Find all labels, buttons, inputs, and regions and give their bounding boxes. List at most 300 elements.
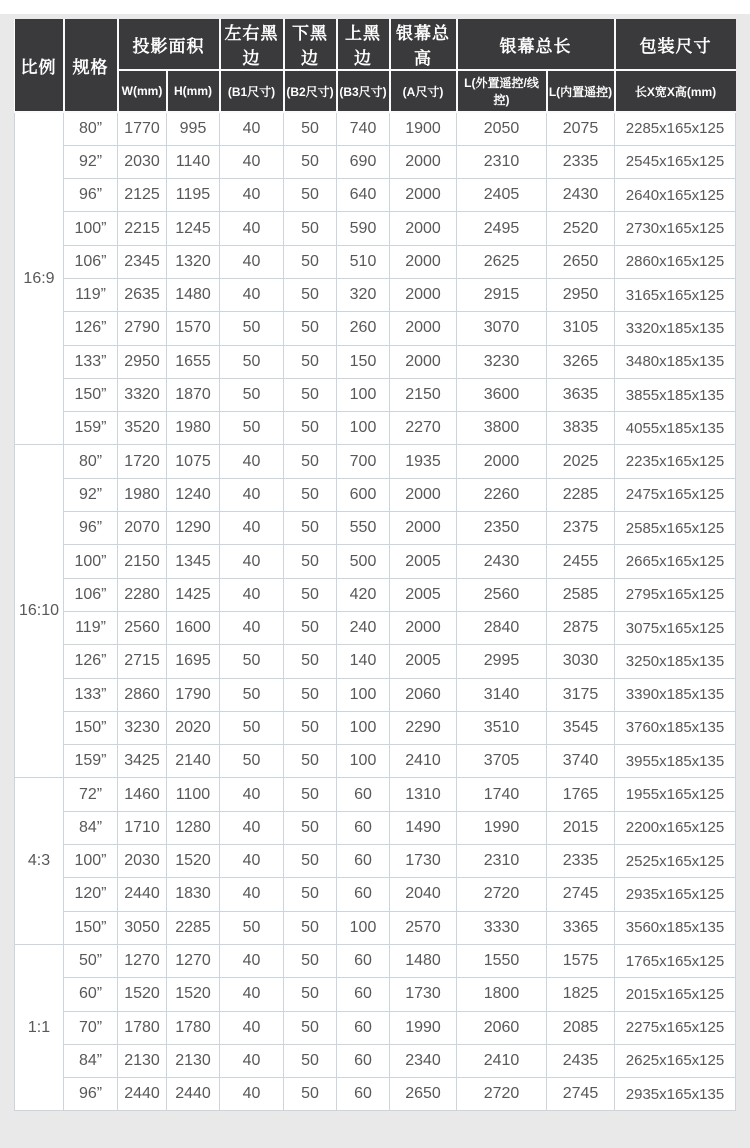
l-ext-cell: 3600 (457, 378, 547, 411)
table-row (15, 312, 736, 345)
w-cell: 3050 (118, 911, 167, 944)
b1-cell: 40 (220, 245, 284, 278)
l-int-cell: 2745 (547, 878, 615, 911)
spec-cell: 133” (64, 678, 118, 711)
table-row (15, 745, 736, 778)
spec-cell: 150” (64, 378, 118, 411)
w-cell: 2790 (118, 312, 167, 345)
l-ext-cell: 2410 (457, 1044, 547, 1077)
a-cell: 2290 (390, 711, 457, 744)
a-cell: 2000 (390, 245, 457, 278)
b2-cell: 50 (284, 1011, 337, 1044)
l-ext-cell: 3230 (457, 345, 547, 378)
h-cell: 2285 (167, 911, 220, 944)
pkg-cell: 3955x185x135 (615, 745, 736, 778)
b2-cell: 50 (284, 745, 337, 778)
h-cell: 1480 (167, 278, 220, 311)
a-cell: 1490 (390, 811, 457, 844)
l-ext-cell: 2060 (457, 1011, 547, 1044)
spec-cell: 92” (64, 145, 118, 178)
pkg-cell: 3480x185x135 (615, 345, 736, 378)
l-ext-cell: 2350 (457, 512, 547, 545)
a-cell: 1730 (390, 978, 457, 1011)
b3-cell: 740 (337, 112, 390, 145)
spec-cell: 150” (64, 911, 118, 944)
a-cell: 2340 (390, 1044, 457, 1077)
w-cell: 2440 (118, 878, 167, 911)
b1-cell: 40 (220, 179, 284, 212)
b3-cell: 60 (337, 811, 390, 844)
h-cell: 2140 (167, 745, 220, 778)
b1-cell: 40 (220, 778, 284, 811)
b1-cell: 40 (220, 944, 284, 977)
spec-cell: 159” (64, 412, 118, 445)
l-int-cell: 2335 (547, 145, 615, 178)
table-row (15, 478, 736, 511)
pkg-cell: 2285x165x125 (615, 112, 736, 145)
w-cell: 2950 (118, 345, 167, 378)
l-ext-cell: 2720 (457, 878, 547, 911)
l-ext-cell: 2050 (457, 112, 547, 145)
a-cell: 2000 (390, 278, 457, 311)
h-cell: 1780 (167, 1011, 220, 1044)
a-cell: 2060 (390, 678, 457, 711)
w-cell: 2440 (118, 1078, 167, 1111)
l-int-cell: 3030 (547, 645, 615, 678)
pkg-cell: 2200x165x125 (615, 811, 736, 844)
b1-cell: 40 (220, 1044, 284, 1077)
h-cell: 1695 (167, 645, 220, 678)
table-row (15, 445, 736, 478)
w-cell: 2635 (118, 278, 167, 311)
spec-cell: 100” (64, 845, 118, 878)
spec-cell: 50” (64, 944, 118, 977)
spec-cell: 106” (64, 578, 118, 611)
pkg-cell: 2525x165x125 (615, 845, 736, 878)
spec-cell: 159” (64, 745, 118, 778)
a-cell: 2000 (390, 512, 457, 545)
a-cell: 2040 (390, 878, 457, 911)
pkg-cell: 2795x165x125 (615, 578, 736, 611)
b1-cell: 40 (220, 845, 284, 878)
h-cell: 1655 (167, 345, 220, 378)
l-ext-cell: 2720 (457, 1078, 547, 1111)
h-cell: 995 (167, 112, 220, 145)
l-int-cell: 3365 (547, 911, 615, 944)
b2-cell: 50 (284, 278, 337, 311)
l-ext-cell: 2840 (457, 611, 547, 644)
table-row (15, 1011, 736, 1044)
l-ext-cell: 2310 (457, 845, 547, 878)
spec-table-body (15, 112, 736, 1111)
l-ext-cell: 3070 (457, 312, 547, 345)
w-cell: 1460 (118, 778, 167, 811)
l-int-cell: 2430 (547, 179, 615, 212)
b1-cell: 40 (220, 545, 284, 578)
ratio-cell: 1:1 (15, 944, 64, 1110)
h-cell: 1345 (167, 545, 220, 578)
table-row (15, 1044, 736, 1077)
l-ext-cell: 1550 (457, 944, 547, 977)
pkg-cell: 4055x185x135 (615, 412, 736, 445)
b2-cell: 50 (284, 845, 337, 878)
table-row (15, 1078, 736, 1111)
top-strip (0, 0, 750, 14)
b3-cell: 100 (337, 378, 390, 411)
h-cell: 1790 (167, 678, 220, 711)
l-ext-cell: 2430 (457, 545, 547, 578)
b2-cell: 50 (284, 512, 337, 545)
w-cell: 2130 (118, 1044, 167, 1077)
pkg-cell: 2235x165x125 (615, 445, 736, 478)
b1-cell: 50 (220, 645, 284, 678)
table-row (15, 611, 736, 644)
b2-cell: 50 (284, 212, 337, 245)
b3-cell: 60 (337, 1044, 390, 1077)
l-int-cell: 1825 (547, 978, 615, 1011)
b3-cell: 100 (337, 412, 390, 445)
b3-cell: 60 (337, 878, 390, 911)
spec-cell: 84” (64, 811, 118, 844)
b2-cell: 50 (284, 478, 337, 511)
l-ext-cell: 3330 (457, 911, 547, 944)
table-row (15, 678, 736, 711)
subheader-package-dimensions: 长X宽X高(mm) (615, 70, 736, 112)
a-cell: 1900 (390, 112, 457, 145)
pkg-cell: 3390x185x135 (615, 678, 736, 711)
b1-cell: 50 (220, 678, 284, 711)
pkg-cell: 2665x165x125 (615, 545, 736, 578)
l-int-cell: 2435 (547, 1044, 615, 1077)
table-row (15, 112, 736, 145)
l-ext-cell: 1740 (457, 778, 547, 811)
header-ratio: 比例 (15, 19, 64, 112)
b2-cell: 50 (284, 578, 337, 611)
a-cell: 1730 (390, 845, 457, 878)
a-cell: 2000 (390, 312, 457, 345)
b2-cell: 50 (284, 978, 337, 1011)
header-screen-total-length: 银幕总长 (457, 19, 615, 70)
spec-cell: 100” (64, 212, 118, 245)
l-ext-cell: 2310 (457, 145, 547, 178)
w-cell: 2560 (118, 611, 167, 644)
a-cell: 1990 (390, 1011, 457, 1044)
l-int-cell: 2085 (547, 1011, 615, 1044)
b2-cell: 50 (284, 778, 337, 811)
b1-cell: 50 (220, 745, 284, 778)
b2-cell: 50 (284, 245, 337, 278)
l-int-cell: 3635 (547, 378, 615, 411)
subheader-h: H(mm) (167, 70, 220, 112)
b3-cell: 420 (337, 578, 390, 611)
pkg-cell: 2860x165x125 (615, 245, 736, 278)
pkg-cell: 2935x165x135 (615, 1078, 736, 1111)
h-cell: 1270 (167, 944, 220, 977)
b1-cell: 40 (220, 978, 284, 1011)
l-int-cell: 2950 (547, 278, 615, 311)
l-int-cell: 3105 (547, 312, 615, 345)
h-cell: 1280 (167, 811, 220, 844)
h-cell: 1100 (167, 778, 220, 811)
a-cell: 2000 (390, 145, 457, 178)
spec-cell: 106” (64, 245, 118, 278)
b2-cell: 50 (284, 944, 337, 977)
b1-cell: 50 (220, 412, 284, 445)
h-cell: 1425 (167, 578, 220, 611)
ratio-cell: 4:3 (15, 778, 64, 944)
a-cell: 2150 (390, 378, 457, 411)
b3-cell: 100 (337, 678, 390, 711)
w-cell: 2215 (118, 212, 167, 245)
w-cell: 1780 (118, 1011, 167, 1044)
b1-cell: 40 (220, 611, 284, 644)
l-ext-cell: 2495 (457, 212, 547, 245)
b3-cell: 690 (337, 145, 390, 178)
subheader-b3: (B3尺寸) (337, 70, 390, 112)
table-row (15, 911, 736, 944)
b2-cell: 50 (284, 412, 337, 445)
subheader-w: W(mm) (118, 70, 167, 112)
b2-cell: 50 (284, 645, 337, 678)
l-int-cell: 2585 (547, 578, 615, 611)
b3-cell: 100 (337, 711, 390, 744)
b2-cell: 50 (284, 179, 337, 212)
w-cell: 2715 (118, 645, 167, 678)
b3-cell: 140 (337, 645, 390, 678)
b3-cell: 510 (337, 245, 390, 278)
pkg-cell: 3320x185x135 (615, 312, 736, 345)
spec-cell: 96” (64, 179, 118, 212)
l-ext-cell: 3705 (457, 745, 547, 778)
b1-cell: 50 (220, 711, 284, 744)
b1-cell: 50 (220, 378, 284, 411)
b3-cell: 60 (337, 1011, 390, 1044)
w-cell: 1270 (118, 944, 167, 977)
l-int-cell: 2335 (547, 845, 615, 878)
l-ext-cell: 2625 (457, 245, 547, 278)
b3-cell: 600 (337, 478, 390, 511)
pkg-cell: 3855x185x135 (615, 378, 736, 411)
spec-cell: 119” (64, 611, 118, 644)
table-row (15, 878, 736, 911)
a-cell: 1310 (390, 778, 457, 811)
subheader-b1: (B1尺寸) (220, 70, 284, 112)
b1-cell: 40 (220, 278, 284, 311)
pkg-cell: 3250x185x135 (615, 645, 736, 678)
b3-cell: 150 (337, 345, 390, 378)
b3-cell: 550 (337, 512, 390, 545)
h-cell: 1830 (167, 878, 220, 911)
l-int-cell: 1575 (547, 944, 615, 977)
table-row (15, 412, 736, 445)
pkg-cell: 2545x165x125 (615, 145, 736, 178)
b2-cell: 50 (284, 378, 337, 411)
l-ext-cell: 1990 (457, 811, 547, 844)
b3-cell: 260 (337, 312, 390, 345)
pkg-cell: 2935x165x125 (615, 878, 736, 911)
b2-cell: 50 (284, 711, 337, 744)
spec-cell: 80” (64, 445, 118, 478)
table-row (15, 645, 736, 678)
w-cell: 2860 (118, 678, 167, 711)
pkg-cell: 1765x165x125 (615, 944, 736, 977)
spec-table (14, 19, 736, 1111)
header-package-size: 包装尺寸 (615, 19, 736, 70)
spec-cell: 84” (64, 1044, 118, 1077)
h-cell: 2020 (167, 711, 220, 744)
table-row (15, 778, 736, 811)
b2-cell: 50 (284, 345, 337, 378)
l-int-cell: 3545 (547, 711, 615, 744)
l-ext-cell: 3510 (457, 711, 547, 744)
table-row (15, 545, 736, 578)
header-top-black-edge: 上黑边 (337, 19, 390, 70)
b3-cell: 100 (337, 745, 390, 778)
h-cell: 1320 (167, 245, 220, 278)
ratio-cell: 16:10 (15, 445, 64, 778)
w-cell: 3425 (118, 745, 167, 778)
h-cell: 2440 (167, 1078, 220, 1111)
b3-cell: 240 (337, 611, 390, 644)
h-cell: 1195 (167, 179, 220, 212)
b2-cell: 50 (284, 545, 337, 578)
a-cell: 2410 (390, 745, 457, 778)
b3-cell: 60 (337, 1078, 390, 1111)
l-int-cell: 2520 (547, 212, 615, 245)
pkg-cell: 1955x165x125 (615, 778, 736, 811)
l-int-cell: 2455 (547, 545, 615, 578)
a-cell: 2000 (390, 212, 457, 245)
subheader-l-external-remote: L(外置遥控/线控) (457, 70, 547, 112)
b1-cell: 50 (220, 312, 284, 345)
table-row (15, 512, 736, 545)
a-cell: 2000 (390, 478, 457, 511)
b3-cell: 700 (337, 445, 390, 478)
a-cell: 2000 (390, 345, 457, 378)
a-cell: 2570 (390, 911, 457, 944)
b1-cell: 50 (220, 345, 284, 378)
pkg-cell: 3165x165x125 (615, 278, 736, 311)
b1-cell: 40 (220, 478, 284, 511)
table-row (15, 944, 736, 977)
l-int-cell: 2745 (547, 1078, 615, 1111)
w-cell: 2150 (118, 545, 167, 578)
b3-cell: 100 (337, 911, 390, 944)
table-row (15, 278, 736, 311)
table-row (15, 845, 736, 878)
w-cell: 2030 (118, 845, 167, 878)
h-cell: 1980 (167, 412, 220, 445)
a-cell: 2005 (390, 545, 457, 578)
l-ext-cell: 2405 (457, 179, 547, 212)
pkg-cell: 3760x185x135 (615, 711, 736, 744)
w-cell: 2125 (118, 179, 167, 212)
subheader-l-internal-remote: L(内置遥控) (547, 70, 615, 112)
b2-cell: 50 (284, 145, 337, 178)
h-cell: 1520 (167, 845, 220, 878)
header-bottom-black-edge: 下黑边 (284, 19, 337, 70)
table-row (15, 245, 736, 278)
h-cell: 1290 (167, 512, 220, 545)
table-row (15, 978, 736, 1011)
b2-cell: 50 (284, 112, 337, 145)
b2-cell: 50 (284, 1078, 337, 1111)
pkg-cell: 2015x165x125 (615, 978, 736, 1011)
b1-cell: 40 (220, 811, 284, 844)
pkg-cell: 3075x165x125 (615, 611, 736, 644)
h-cell: 1075 (167, 445, 220, 478)
b1-cell: 40 (220, 145, 284, 178)
b2-cell: 50 (284, 878, 337, 911)
spec-cell: 119” (64, 278, 118, 311)
pkg-cell: 2475x165x125 (615, 478, 736, 511)
spec-cell: 126” (64, 645, 118, 678)
a-cell: 1480 (390, 944, 457, 977)
l-int-cell: 2650 (547, 245, 615, 278)
pkg-cell: 2585x165x125 (615, 512, 736, 545)
spec-cell: 96” (64, 512, 118, 545)
w-cell: 3320 (118, 378, 167, 411)
table-header (15, 19, 736, 112)
header-lr-black-edge: 左右黑边 (220, 19, 284, 70)
b1-cell: 40 (220, 212, 284, 245)
b2-cell: 50 (284, 911, 337, 944)
l-ext-cell: 2995 (457, 645, 547, 678)
l-ext-cell: 2915 (457, 278, 547, 311)
l-int-cell: 3175 (547, 678, 615, 711)
w-cell: 2280 (118, 578, 167, 611)
l-int-cell: 2375 (547, 512, 615, 545)
b1-cell: 40 (220, 445, 284, 478)
a-cell: 2005 (390, 578, 457, 611)
l-int-cell: 2025 (547, 445, 615, 478)
l-int-cell: 2075 (547, 112, 615, 145)
l-ext-cell: 3140 (457, 678, 547, 711)
l-int-cell: 3835 (547, 412, 615, 445)
b1-cell: 50 (220, 911, 284, 944)
l-ext-cell: 2000 (457, 445, 547, 478)
h-cell: 1240 (167, 478, 220, 511)
a-cell: 2270 (390, 412, 457, 445)
b1-cell: 40 (220, 1011, 284, 1044)
table-row (15, 378, 736, 411)
b3-cell: 590 (337, 212, 390, 245)
table-row (15, 145, 736, 178)
h-cell: 1870 (167, 378, 220, 411)
a-cell: 2005 (390, 645, 457, 678)
w-cell: 3230 (118, 711, 167, 744)
l-int-cell: 1765 (547, 778, 615, 811)
h-cell: 2130 (167, 1044, 220, 1077)
b3-cell: 320 (337, 278, 390, 311)
header-spec: 规格 (64, 19, 118, 112)
pkg-cell: 3560x185x135 (615, 911, 736, 944)
pkg-cell: 2640x165x125 (615, 179, 736, 212)
l-int-cell: 2285 (547, 478, 615, 511)
l-int-cell: 2875 (547, 611, 615, 644)
table-row (15, 811, 736, 844)
b1-cell: 40 (220, 112, 284, 145)
spec-cell: 70” (64, 1011, 118, 1044)
table-row (15, 711, 736, 744)
w-cell: 1980 (118, 478, 167, 511)
h-cell: 1520 (167, 978, 220, 1011)
l-ext-cell: 1800 (457, 978, 547, 1011)
b1-cell: 40 (220, 578, 284, 611)
h-cell: 1140 (167, 145, 220, 178)
b2-cell: 50 (284, 678, 337, 711)
l-int-cell: 3265 (547, 345, 615, 378)
